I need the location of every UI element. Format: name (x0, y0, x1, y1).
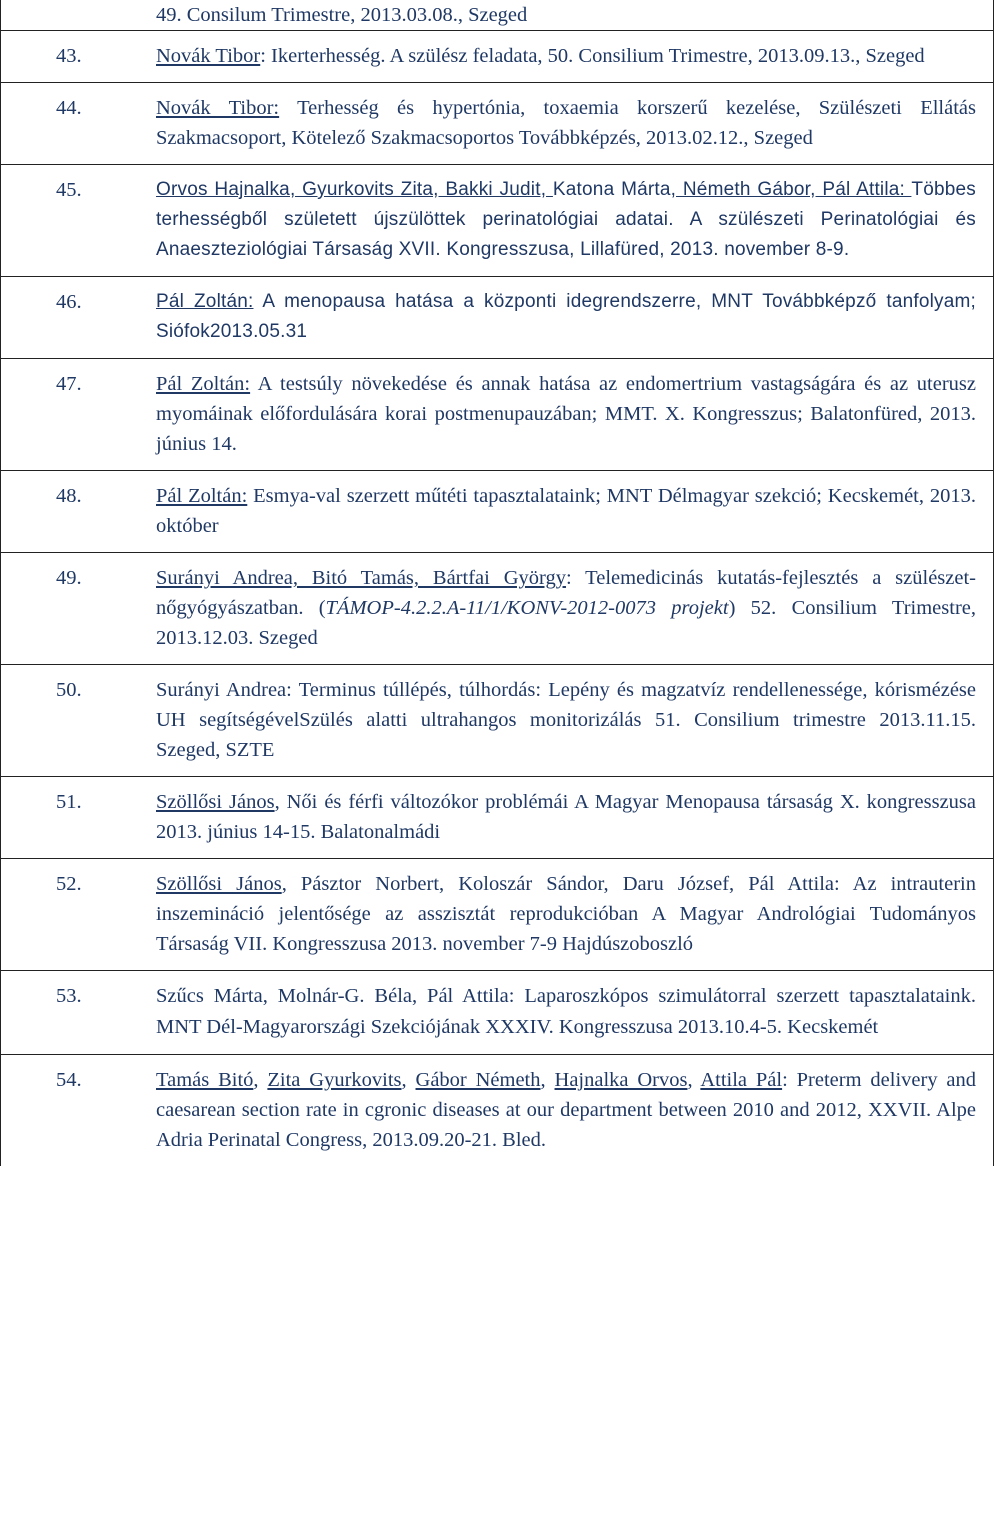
author-names: Tamás Bitó (156, 1069, 254, 1091)
citation-text: : Preterm delivery and caesarean section rate in cgronic diseases at our department between 2010 and 2012, XXVII. Alpe Adria Perinatal Congress, 2013.09.20-21. Bled. (156, 1069, 977, 1151)
publication-entry (1, 359, 994, 471)
citation-text: , Pásztor Norbert, Koloszár Sándor, Daru József, Pál Attila: Az intrauterin inszemináció jelentősége az asszisztát reprodukcióban A Magyar Andrológiai Tudományos Társaság VII. Kongresszusa 2013. november 7-9 Hajdúszoboszló (156, 873, 976, 955)
citation-text: , (540, 1069, 555, 1091)
author-names: Zita Gyurkovits (267, 1069, 402, 1091)
citation-text: Terhesség és hypertónia, toxaemia korszerű kezelése, Szülészeti Ellátás Szakmacsoport, Kötelező Szakmacsoportos Továbbképzés, 2013.02.12., Szeged (156, 97, 976, 149)
entry-number: 46. (1, 277, 157, 359)
entry-number: 53. (1, 971, 157, 1055)
publication-entry (1, 553, 994, 665)
entry-number: 47. (1, 359, 157, 471)
citation-text: , (687, 1069, 701, 1091)
entry-citation (156, 665, 994, 777)
author-names: Szöllősi János (156, 873, 282, 895)
author-names: Pál Zoltán: (156, 485, 248, 507)
author-names: Gábor Németh (415, 1069, 541, 1091)
author-names: Novák Tibor (156, 45, 261, 67)
citation-text: ) 52. Consilium Trimestre, 2013.12.03. Szeged (156, 597, 977, 649)
citation-text: : Ikerterhesség. A szülész feladata, 50. Consilium Trimestre, 2013.09.13., Szeged (260, 45, 925, 67)
entry-number (1, 0, 157, 31)
citation-text: Esmya-val szerzett műtéti tapasztalataink; MNT Délmagyar szekció; Kecskemét, 2013. október (156, 485, 976, 537)
publication-entry (1, 1055, 994, 1167)
entry-citation (156, 0, 994, 31)
author-names: Attila Pál (700, 1069, 783, 1091)
citation-text: Katona Márta (552, 179, 671, 200)
citation-text: : Telemedicinás kutatás-fejlesztés a szülészet-nőgyógyászatban. ( (156, 567, 976, 619)
citation-text: Szűcs Márta, Molnár-G. Béla, Pál Attila: Laparoszkópos szimulátorral szerzett tapasztalataink. MNT Dél-Magyarországi Szekciójának XXXIV. Kongresszusa 2013.10.4-5. Kecskemét (156, 985, 976, 1038)
entry-number: 48. (1, 471, 157, 553)
author-names: Novák Tibor: (156, 97, 280, 119)
author-names: , Németh Gábor, Pál Attila: (670, 179, 912, 200)
publication-entry (1, 859, 994, 971)
publication-entry (1, 83, 994, 165)
entry-number: 45. (1, 165, 157, 277)
publication-entry (1, 0, 994, 31)
entry-number: 51. (1, 777, 157, 859)
author-names: Pál Zoltán: (156, 373, 251, 395)
citation-text: Többes terhességből született újszülöttek perinatológiai adatai. A szülészeti Perinatológiai és Anaeszteziológiai Társaság XVII. Kongresszusa, Lillafüred, 2013. november 8-9. (156, 179, 976, 260)
entry-citation (156, 31, 994, 83)
citation-text: A testsúly növekedése és annak hatása az endomertrium vastagságára és az uterusz myomáinak előfordulására korai postmenupauzában; MMT. X. Kongresszus; Balatonfüred, 2013. június 14. (156, 373, 977, 455)
entry-citation (156, 471, 994, 553)
entry-number: 52. (1, 859, 157, 971)
entry-number: 49. (1, 553, 157, 665)
entry-number: 54. (1, 1055, 157, 1167)
entry-citation (156, 165, 994, 277)
entry-citation (156, 777, 994, 859)
author-names: Hajnalka Orvos (554, 1069, 688, 1091)
entry-number: 50. (1, 665, 157, 777)
publication-entry (1, 277, 994, 359)
entry-citation (156, 359, 994, 471)
publication-entry (1, 471, 994, 553)
publication-entry (1, 31, 994, 83)
citation-text: A menopausa hatása a központi idegrendszerre, MNT Továbbképző tanfolyam; Siófok2013.05.31 (156, 291, 977, 342)
citation-text: , (253, 1069, 268, 1091)
publication-entry (1, 665, 994, 777)
entry-citation (156, 859, 994, 971)
author-names: Pál Zoltán: (156, 291, 254, 312)
publication-entry (1, 165, 994, 277)
author-names: Szöllősi János (156, 791, 275, 813)
entry-citation (156, 971, 994, 1055)
citation-text: Surányi Andrea: Terminus túllépés, túlhordás: Lepény és magzatvíz rendellenessége, kórismézése UH segítségévelSzülés alatti ultrahangos monitorizálás 51. Consilium trimestre 2013.11.15. Szeged, SZTE (156, 679, 976, 761)
citation-text: 49. Consilum Trimestre, 2013.03.08., Szeged (156, 4, 528, 26)
citation-text: , (401, 1069, 416, 1091)
project-id: TÁMOP-4.2.2.A-11/1/KONV-2012-0073 projekt (325, 597, 729, 619)
author-names: Orvos Hajnalka, Gyurkovits Zita, Bakki Judit, (156, 179, 553, 200)
author-names: Surányi Andrea, Bitó Tamás, Bártfai György (156, 567, 566, 589)
entry-number: 43. (1, 31, 157, 83)
publication-entry (1, 971, 994, 1055)
entry-citation (156, 553, 994, 665)
publication-rows (1, 0, 994, 1166)
entry-citation (156, 277, 994, 359)
citation-text: , Női és férfi változókor problémái A Magyar Menopausa társaság X. kongresszusa 2013. június 14-15. Balatonalmádi (156, 791, 976, 843)
entry-citation (156, 1055, 994, 1167)
publication-entry (1, 777, 994, 859)
entry-number: 44. (1, 83, 157, 165)
entry-citation (156, 83, 994, 165)
